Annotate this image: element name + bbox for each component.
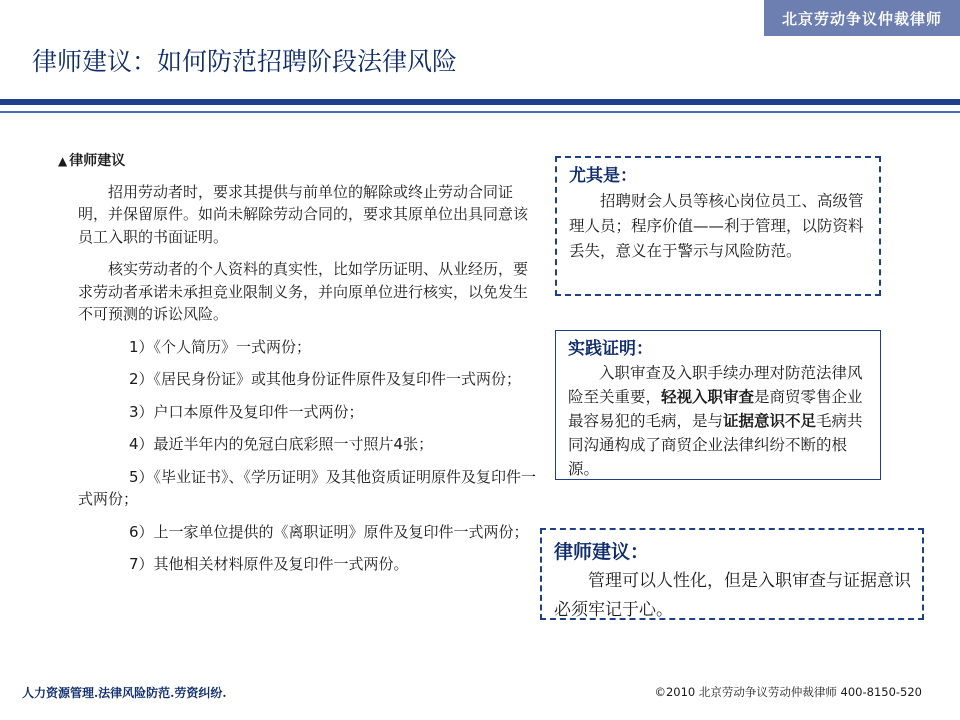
header-divider-thin [0, 111, 960, 113]
callout-title: 尤其是： [569, 166, 637, 186]
advice-paragraph: 招用劳动者时，要求其提供与前单位的解除或终止劳动合同证明，并保留原件。如尚未解除劳动合同的，要求其原单位出具同意该员工入职的书面证明。 [78, 182, 529, 246]
callout-text: 管理可以人性化，但是入职审查与证据意识必须牢记于心。 [554, 571, 911, 620]
callout-text-part: 毛病共同沟通构成了商贸企业法律纠纷不断的根源。 [568, 412, 863, 478]
callout-text [568, 361, 870, 481]
callout-emphasis: 证据意识不足 [723, 412, 817, 430]
callout-emphasis: 轻视入职审查 [661, 388, 755, 406]
brand-banner: 北京劳动争议仲裁律师 [764, 0, 960, 36]
footer-tagline: 人力资源管理.法律风险防范.劳资纠纷. [22, 686, 227, 700]
document-list-item: 6）上一家单位提供的《离职证明》原件及复印件一式两份； [129, 522, 529, 541]
callout-title: 实践证明： [568, 339, 653, 359]
triangle-up-icon: ▲ [58, 154, 68, 168]
document-list-item: 7）其他相关材料原件及复印件一式两份。 [129, 555, 409, 573]
advice-heading-label: 律师建议 [69, 153, 126, 169]
header-divider-thick [0, 99, 960, 105]
document-list-item: 2）《居民身份证》或其他身份证件原件及复印件一式两份； [129, 370, 522, 388]
advice-column [58, 150, 538, 576]
especially-callout [555, 156, 881, 296]
callout-title: 律师建议： [554, 541, 650, 563]
footer-copyright: ©2010 北京劳动争议劳动仲裁律师 400-8150-520 [654, 685, 922, 699]
callout-text-part: 是商贸零售企业最容易犯的毛病，是与 [568, 388, 863, 430]
advice-heading [58, 150, 538, 173]
document-list-item: 3）户口本原件及复印件一式两份； [129, 402, 364, 421]
callout-text: 招聘财会人员等核心岗位员工、高级管理人员；程序价值——利于管理，以防资料丢失，意义在于警示与风险防范。 [569, 192, 864, 260]
document-list-item: 4）最近半年内的免冠白底彩照一寸照片4张； [129, 435, 434, 453]
advice-paragraph: 核实劳动者的个人资料的真实性，比如学历证明、从业经历，要求劳动者承诺未承担竞业限制义务，并向原单位进行核实，以免发生不可预测的诉讼风险。 [78, 260, 529, 323]
practice-callout [555, 330, 881, 480]
page-title: 律师建议：如何防范招聘阶段法律风险 [32, 47, 458, 76]
lawyer-advice-callout [540, 528, 924, 620]
callout-text-part: 入职审查及入职手续办理对防范法律风险至关重要， [568, 364, 863, 406]
document-list-item: 1）《个人简历》一式两份； [129, 337, 312, 356]
document-list-item: 5）《毕业证书》、《学历证明》及其他资质证明原件及复印件一式两份； [78, 467, 537, 508]
